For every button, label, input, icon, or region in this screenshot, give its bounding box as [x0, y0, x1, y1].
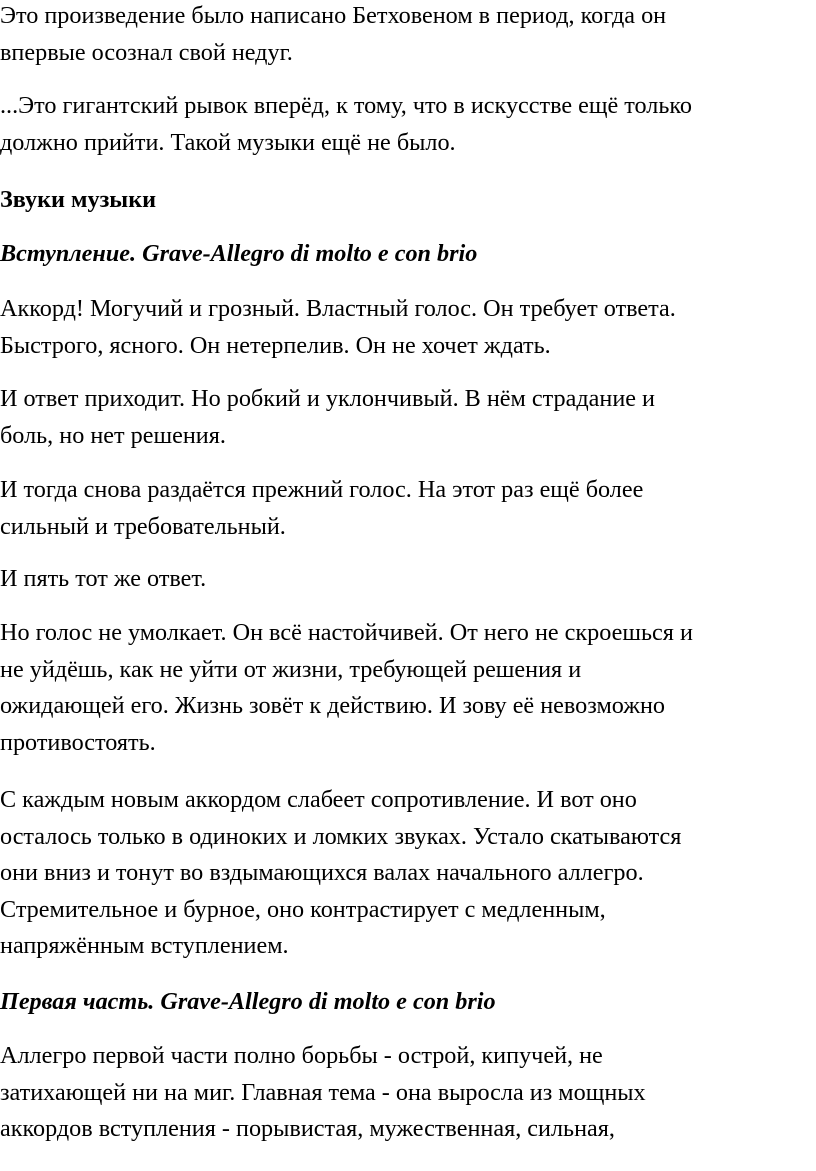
- paragraph-resistance: [0, 782, 681, 965]
- text-line: должно прийти. Такой музыки ещё не было.: [0, 128, 456, 156]
- paragraph-same-answer: [0, 561, 206, 598]
- paragraph-chord: [0, 291, 676, 364]
- text-line: ...Это гигантский рывок вперёд, к тому, что в искусстве ещё только: [0, 92, 693, 119]
- subsection-heading-first-part: [0, 984, 496, 1021]
- text-line: ожидающей его. Жизнь зовёт к действию. И зову её невозможно: [0, 692, 666, 720]
- text-line: Аллегро первой части полно борьбы - острой, кипучей, не: [0, 1042, 603, 1069]
- heading-text: Звуки музыки: [0, 186, 157, 213]
- text-line: боль, но нет решения.: [0, 421, 226, 449]
- paragraph-answer: [0, 381, 655, 454]
- text-line: Быстрого, ясного. Он нетерпелив. Он не хочет ждать.: [0, 331, 551, 359]
- text-line: И тогда снова раздаётся прежний голос. На этот раз ещё более: [0, 476, 644, 503]
- text-line: Это произведение было написано Бетховеном в период, когда он: [0, 2, 667, 29]
- text-line: затихающей ни на миг. Главная тема - она выросла из мощных: [0, 1078, 646, 1106]
- text-line: С каждым новым аккордом слабеет сопротивление. И вот оно: [0, 786, 637, 813]
- subheading-text: Вступление. Grave-Allegro di molto e con brio: [0, 240, 478, 267]
- text-line: сильный и требовательный.: [0, 512, 286, 540]
- text-line: осталось только в одиноких и ломких звуках. Устало скатываются: [0, 822, 682, 850]
- section-heading: [0, 182, 156, 219]
- text-line: Но голос не умолкает. Он всё настойчивей. От него не скроешься и: [0, 619, 693, 646]
- paragraph-persistent-voice: [0, 615, 693, 761]
- text-line: не уйдёшь, как не уйти от жизни, требующей решения и: [0, 655, 582, 683]
- text-line: Стремительное и бурное, оно контрастирует с медленным,: [0, 895, 606, 923]
- text-line: аккордов вступления - порывистая, мужественная, сильная,: [0, 1115, 615, 1143]
- paragraph-voice-again: [0, 472, 643, 545]
- text-line: напряжённым вступлением.: [0, 932, 289, 960]
- text-line: впервые осознал свой недуг.: [0, 38, 293, 66]
- subheading-text: Первая часть. Grave-Allegro di molto e con brio: [0, 988, 496, 1015]
- text-line: И ответ приходит. Но робкий и уклончивый. В нём страдание и: [0, 385, 655, 412]
- text-line: Аккорд! Могучий и грозный. Властный голос. Он требует ответа.: [0, 295, 676, 322]
- subsection-heading-introduction: [0, 236, 477, 273]
- paragraph-allegro: [0, 1038, 646, 1148]
- paragraph-intro: [0, 0, 666, 71]
- text-line: противостоять.: [0, 728, 156, 756]
- text-line: они вниз и тонут во вздымающихся валах начального аллегро.: [0, 859, 644, 887]
- paragraph-quote: [0, 88, 692, 161]
- text-line: И пять тот же ответ.: [0, 565, 207, 592]
